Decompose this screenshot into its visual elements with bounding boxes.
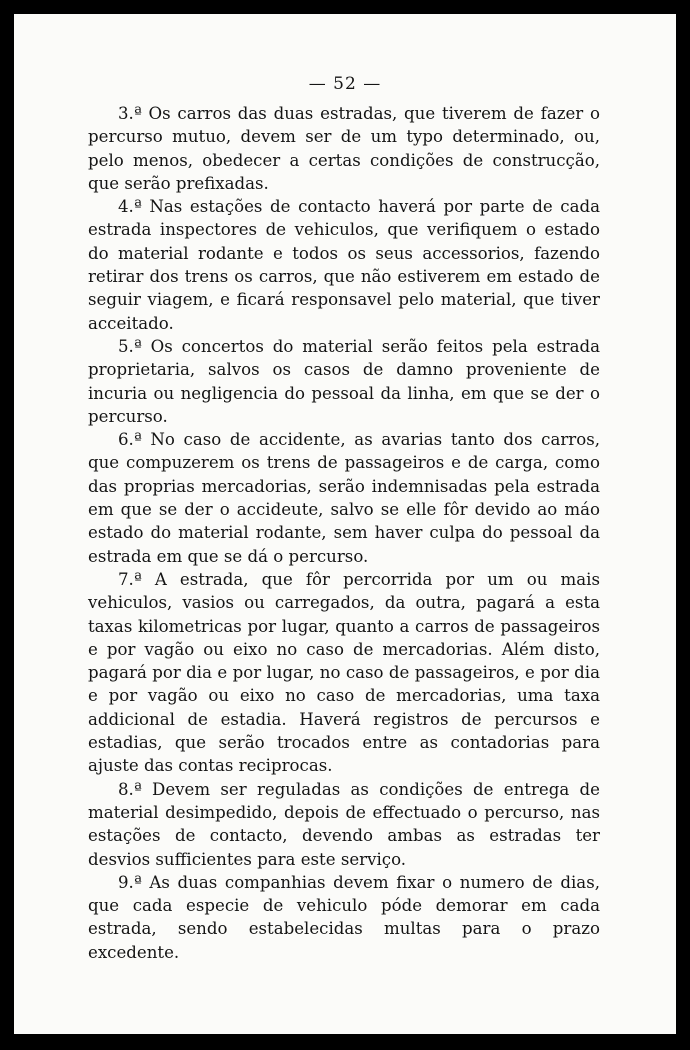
paragraph-item-4: 4.ª Nas estações de contacto haverá por parte de cada estrada inspectores de vehiculos, que verifiquem o estado do material rodante e todos os seus accessorios, fazendo retirar dos trens os carros, que não estiverem em estado de seguir viagem, e ficará responsavel pelo material, que tiver acceitado. [88,197,600,333]
paragraph-item-6: 6.ª No caso de accidente, as avarias tanto dos carros, que compuzerem os trens de passageiros e de carga, como das proprias mercadorias, serão indemnisadas pela estrada em que se der o accideute, salvo se elle fôr devido ao máo estado do material rodante, sem haver culpa do pessoal da estrada em que se dá o percurso. [88,430,600,566]
text-body [88,102,600,964]
paragraph-item-7: 7.ª A estrada, que fôr percorrida por um ou mais vehiculos, vasios ou carregados, da outra, pagará a esta taxas kilometricas por lugar, quanto a carros de passageiros e por vagão ou eixo no caso de mercadorias. Além disto, pagará por dia e por lugar, no caso de passageiros, e por dia e por vagão ou eixo no caso de mercadorias, uma taxa addicional de estadia. Haverá registros de percursos e estadias, que serão trocados entre as contadorias para ajuste das contas reciprocas. [88,569,600,776]
paragraph-item-9: 9.ª As duas companhias devem fixar o numero de dias, que cada especie de vehiculo póde demorar em cada estrada, sendo estabelecidas multas para o prazo excedente. [88,872,600,962]
paragraph-item-3: 3.ª Os carros das duas estradas, que tiverem de fazer o percurso mutuo, devem ser de um typo determinado, ou, pelo menos, obedecer a certas condições de construcção, que serão prefixadas. [88,104,600,193]
document-page [14,14,676,1034]
paragraph-item-8: 8.ª Devem ser reguladas as condições de entrega de material desimpedido, depois de effectuado o percurso, nas estações de contacto, devendo ambas as estradas ter desvios sufficientes para este serviço. [88,779,600,869]
paragraph-item-5: 5.ª Os concertos do material serão feitos pela estrada proprietaria, salvos os casos de damno proveniente de incuria ou negligencia do pessoal da linha, em que se der o percurso. [88,336,600,426]
page-number: — 52 — [308,74,382,94]
